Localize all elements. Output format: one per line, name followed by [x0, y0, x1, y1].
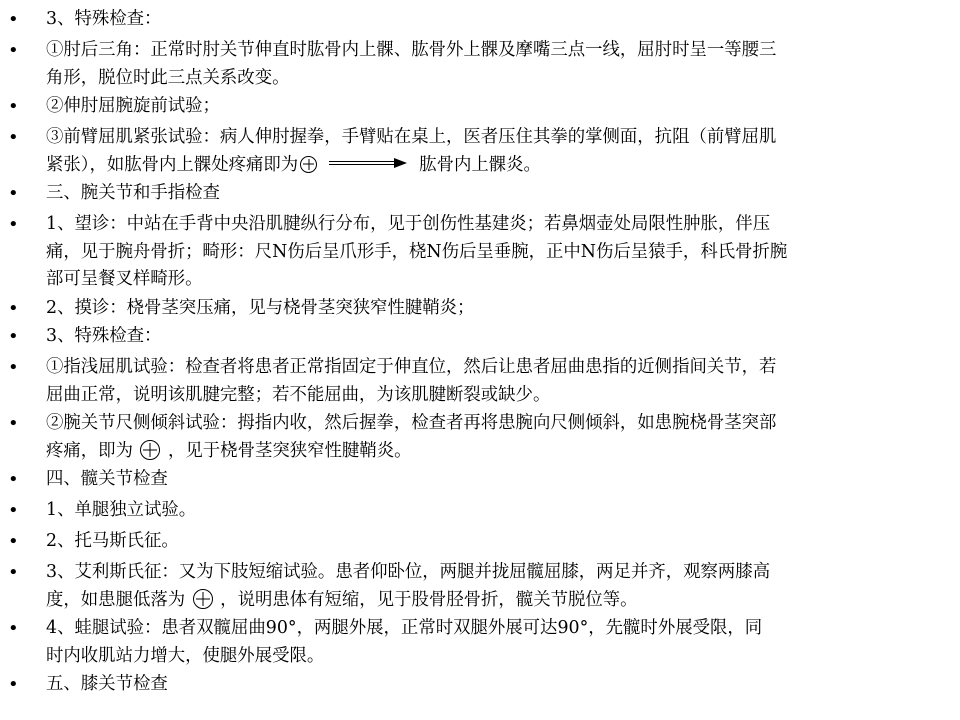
text-segment: 五、膝关节检查 [46, 674, 168, 694]
text-line [46, 323, 942, 351]
bullet-dot: • [8, 298, 19, 319]
text-segment: 痛，见于腕舟骨折；畸形：尺N伤后呈爪形手，桡N伤后呈垂腕，正中N伤后呈猿手，科氏骨折腕 [46, 241, 788, 262]
circled-plus-icon [140, 440, 160, 460]
bullet-dot: • [8, 674, 19, 695]
bullet-text [46, 93, 942, 121]
bullet-dot: • [8, 127, 19, 148]
text-line [46, 152, 942, 180]
text-line [46, 65, 942, 93]
text-segment: 度，如患腿低落为 [46, 589, 191, 610]
text-segment: 1、单腿独立试验。 [46, 500, 197, 520]
text-segment: 2、摸诊：桡骨茎突压痛，见与桡骨茎突狭窄性腱鞘炎； [46, 298, 475, 318]
text-segment: 3、特殊检查： [46, 9, 162, 29]
text-line [46, 37, 942, 65]
text-line [46, 528, 942, 556]
text-segment: 疼痛，即为 [46, 440, 139, 461]
bullet-text [46, 528, 942, 556]
text-segment: 时内收肌站力增大，使腿外展受限。 [46, 645, 325, 666]
text-line [46, 239, 942, 267]
text-line [46, 211, 942, 239]
text-segment: ，说明患体有短缩，见于股骨胫骨折，髋关节脱位等。 [214, 589, 638, 610]
bullet-text [46, 124, 942, 179]
text-line [46, 295, 942, 323]
bullet-dot: • [8, 214, 19, 235]
bullet-text [46, 354, 942, 409]
text-line [46, 6, 942, 34]
bullet-text [46, 410, 942, 465]
text-line [46, 587, 942, 615]
bullet-dot: • [8, 469, 19, 490]
bullet-text [46, 559, 942, 614]
bullet-text [46, 37, 942, 92]
bullet-dot: • [8, 531, 19, 552]
text-segment: ①肘后三角：正常时肘关节伸直时肱骨内上髁、肱骨外上髁及摩嘴三点一线，屈肘时呈一等腰三 [46, 40, 777, 60]
text-line [46, 382, 942, 410]
text-line [46, 438, 942, 466]
text-line [46, 266, 942, 294]
text-line [46, 180, 942, 208]
text-segment: ，见于桡骨茎突狭窄性腱鞘炎。 [162, 440, 412, 461]
bullet-text [46, 295, 942, 323]
bullet-dot: • [8, 9, 19, 30]
text-segment: 三、腕关节和手指检查 [46, 183, 220, 203]
bullet-text [46, 180, 942, 208]
text-segment: 屈曲正常，说明该肌腱完整；若不能屈曲，为该肌腱断裂或缺少。 [46, 384, 551, 405]
bullet-text [46, 615, 942, 670]
text-segment: 1、望诊：中站在手背中央沿肌腱纵行分布，见于创伤性基建炎；若鼻烟壶处局限性肿胀，伴压 [46, 214, 771, 234]
bullet-dot: • [8, 326, 19, 347]
text-line [46, 615, 942, 643]
text-line [46, 497, 942, 525]
text-line [46, 93, 942, 121]
text-segment: 3、特殊检查： [46, 326, 162, 346]
bullet-dot: • [8, 183, 19, 204]
text-segment: 2、托马斯氏征。 [46, 531, 179, 551]
text-segment: ②伸肘屈腕旋前试验； [46, 96, 220, 116]
bullet-dot: • [8, 618, 19, 639]
text-line [46, 354, 942, 382]
text-line [46, 124, 942, 152]
text-segment: 4、蛙腿试验：患者双髋屈曲90°，两腿外展，正常时双腿外展可达90°，先髋时外展受限，同 [46, 618, 763, 638]
text-segment: ②腕关节尺侧倾斜试验：拇指内收，然后握拳，检查者再将患腕向尺侧倾斜，如患腕桡骨茎突部 [46, 413, 777, 433]
bullet-dot: • [8, 500, 19, 521]
text-line [46, 643, 942, 671]
bullet-dot: • [8, 357, 19, 378]
bullet-dot: • [8, 40, 19, 61]
text-segment: 3、艾利斯氏征：又为下肢短缩试验。患者仰卧位，两腿并拢屈髋屈膝，两足并齐，观察两膝高 [46, 562, 771, 582]
bullet-text [46, 6, 942, 34]
arrow-right-icon [329, 159, 407, 169]
bullet-text [46, 211, 942, 294]
text-segment: 紧张），如肱骨内上髁处疼痛即为 [46, 154, 299, 175]
circled-plus-icon [193, 589, 213, 609]
text-segment: 肱骨内上髁炎。 [419, 154, 541, 175]
bullet-text [46, 497, 942, 525]
bullet-dot: • [8, 96, 19, 117]
circled-plus-icon [300, 156, 317, 173]
text-line [46, 559, 942, 587]
bullet-dot: • [8, 413, 19, 434]
text-segment: 四、髋关节检查 [46, 469, 168, 489]
text-line [46, 410, 942, 438]
bullet-text [46, 323, 942, 351]
text-line [46, 671, 942, 699]
bullet-text [46, 671, 942, 699]
bullet-dot: • [8, 562, 19, 583]
bullet-text [46, 466, 942, 494]
text-line [46, 466, 942, 494]
text-segment: ③前臂屈肌紧张试验：病人伸肘握拳，手臂贴在桌上，医者压住其拳的掌侧面，抗阻（前臂屈肌 [46, 127, 777, 147]
text-segment: 角形，脱位时此三点关系改变。 [46, 67, 290, 88]
text-segment: 部可呈餐叉样畸形。 [46, 269, 203, 289]
text-segment: ①指浅屈肌试验：检查者将患者正常指固定于伸直位，然后让患者屈曲患指的近侧指间关节，若 [46, 357, 777, 377]
